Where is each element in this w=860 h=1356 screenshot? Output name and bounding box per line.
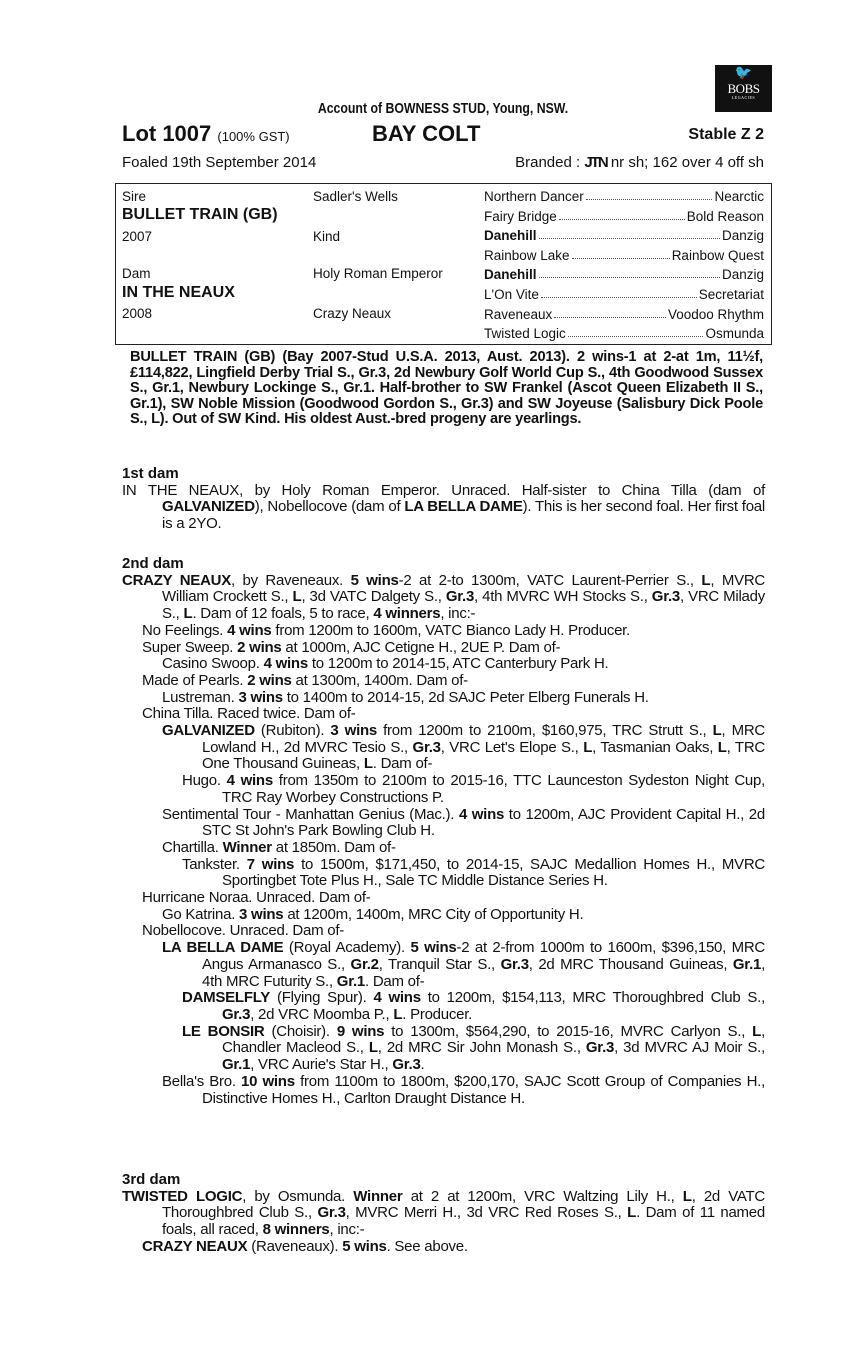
produce-entry	[122, 857, 765, 890]
entry-text: , MVRC William Crockett S.,	[162, 571, 765, 606]
entry-text: at 1200m, 1400m, MRC City of Opportunity H.	[283, 905, 584, 923]
entry-bold-text: 5 wins	[410, 939, 457, 957]
entry-bold-text: 5 wins	[342, 1237, 387, 1255]
entry-text: . Dam of 11 named foals, all raced,	[162, 1204, 765, 1239]
leader-dots	[539, 267, 720, 278]
produce-entry	[122, 573, 765, 623]
produce-entry	[122, 656, 765, 673]
produce-entry	[122, 990, 765, 1023]
entry-bold-text: Gr.3	[222, 1005, 251, 1023]
vendor-account: Account of BOWNESS STUD, Young, NSW.	[317, 100, 569, 117]
entry-text: Casino Swoop.	[162, 655, 264, 673]
entry-bold-text: 4 wins	[227, 621, 272, 639]
ancestor-row	[484, 267, 764, 282]
dam-section	[122, 556, 765, 1107]
entry-bold-text: CRAZY NEAUX	[142, 1237, 248, 1255]
entry-bold-text: 4 wins	[373, 989, 421, 1007]
ancestor-name: Raveneaux	[484, 306, 553, 322]
entry-bold-text: 5 wins	[350, 571, 399, 589]
entry-text: (Choisir).	[264, 1022, 337, 1040]
entry-text: .	[420, 1056, 425, 1074]
entry-text: , VRC Milady S.,	[162, 588, 765, 623]
produce-entry	[122, 1239, 765, 1256]
entry-text: at 2 at 1200m, VRC Waltzing Lily H.,	[402, 1187, 683, 1205]
entry-bold-text: 4 wins	[263, 655, 308, 673]
section-heading: 3rd dam	[122, 1171, 181, 1188]
entry-text: (Royal Academy).	[283, 939, 411, 957]
entry-bold-text: 2 wins	[237, 638, 282, 656]
entry-text: , inc:-	[329, 1221, 365, 1239]
produce-entry	[122, 690, 765, 707]
entry-bold-text: Gr.3	[392, 1056, 421, 1074]
dam-label: Dam	[122, 266, 151, 281]
entry-bold-text: 9 wins	[336, 1022, 385, 1040]
entry-bold-text: 3 wins	[239, 905, 284, 923]
entry-bold-text: L	[583, 738, 593, 756]
entry-text: , 3d VATC Dalgety S.,	[301, 588, 446, 606]
entry-text: , 2d MRC Sir John Monash S.,	[377, 1039, 586, 1057]
entry-bold-text: CRAZY NEAUX	[122, 571, 231, 589]
dam-sire: Holy Roman Emperor	[313, 266, 443, 281]
entry-bold-text: GALVANIZED	[162, 722, 255, 740]
ancestor-sire: Secretariat	[698, 287, 764, 302]
dam-year: 2008	[122, 306, 153, 321]
entry-text: from 1200m to 2100m, $160,975, TRC Strutt S.,	[377, 722, 713, 740]
entry-bold-text: 7 wins	[246, 855, 295, 873]
entry-bold-text: L	[393, 1005, 403, 1023]
entry-text: , 2d MRC Thousand Guineas,	[528, 955, 733, 973]
dam-section	[122, 466, 765, 533]
ancestor-sire: Danzig	[721, 228, 764, 244]
leader-dots	[572, 248, 670, 259]
entry-text: , 4th MRC Futurity S.,	[202, 955, 765, 990]
ancestor-name: Fairy Bridge	[484, 208, 557, 224]
ancestor-sire: Nearctic	[714, 189, 764, 204]
ancestor-name: Northern Dancer	[484, 189, 584, 204]
entry-text: to 1500m, $171,450, to 2014-15, SAJC Medallion Homes H., MVRC Sportingbet Tote Plus H., Sale TC Middle Distance Series H.	[222, 855, 765, 890]
entry-text: from 1200m to 1600m, VATC Bianco Lady H. Producer.	[271, 621, 631, 639]
logo-name: BOBS	[727, 81, 760, 96]
entry-bold-text: L	[368, 1039, 378, 1057]
entry-text: (Raveneaux).	[247, 1237, 343, 1255]
entry-text: . Producer.	[402, 1005, 473, 1023]
entry-text: Go Katrina.	[162, 905, 240, 923]
entry-bold-text: LE BONSIR	[182, 1022, 265, 1040]
entry-text: , by Osmunda.	[242, 1187, 354, 1205]
entry-text: at 1000m, AJC Cetigne H., 2UE P. Dam of-	[281, 638, 561, 656]
sire-name: BULLET TRAIN (GB)	[122, 206, 278, 223]
entry-text: , Tasmanian Oaks,	[592, 738, 718, 756]
brand-label: Branded :	[515, 154, 585, 171]
entry-text: -2 at 2-from 1000m to 1600m, $396,150, MRC Angus Armanasco S.,	[202, 939, 765, 973]
pedigree-table	[115, 183, 772, 345]
ancestor-row	[484, 307, 764, 322]
section-heading: 2nd dam	[122, 555, 184, 572]
sire-label: Sire	[122, 189, 147, 204]
dam-name: IN THE NEAUX	[122, 284, 235, 301]
entry-text: Hurricane Noraa. Unraced. Dam of-	[142, 889, 371, 907]
sire-dam: Kind	[313, 229, 341, 244]
ancestor-name: L'On Vite	[484, 287, 539, 302]
entry-text: , 2d VATC Thoroughbred Club S.,	[162, 1187, 765, 1222]
produce-entry	[122, 890, 765, 907]
entry-text: Nobellocove. Unraced. Dam of-	[142, 922, 345, 940]
entry-text: at 1300m, 1400m. Dam of-	[291, 671, 468, 689]
entry-bold-text: Gr.3	[317, 1204, 346, 1222]
ancestor-row	[484, 248, 764, 263]
produce-entry	[122, 1024, 765, 1074]
entry-text: , 4th MVRC WH Stocks S.,	[474, 588, 652, 606]
ancestor-row	[484, 326, 764, 341]
produce-entry	[122, 623, 765, 640]
entry-bold-text: Winner	[353, 1187, 403, 1205]
entry-bold-text: Gr.1	[222, 1056, 251, 1074]
entry-text: , MVRC Merri H., 3d VRC Red Roses S.,	[345, 1204, 628, 1222]
entry-bold-text: L	[717, 738, 727, 756]
entry-text: at 1850m. Dam of-	[271, 838, 396, 856]
leader-dots	[586, 189, 713, 200]
entry-bold-text: 3 wins	[330, 722, 377, 740]
entry-text: to 1200m, $154,113, MRC Thoroughbred Club S.,	[420, 989, 765, 1007]
entry-text: , VRC Aurie's Star H.,	[250, 1056, 393, 1074]
leader-dots	[539, 228, 720, 239]
ancestor-sire: Danzig	[721, 267, 764, 283]
entry-text: , Chandler Macleod S.,	[222, 1022, 765, 1057]
produce-entry	[122, 840, 765, 857]
entry-text: , by Raveneaux.	[231, 571, 351, 589]
ancestor-name: Danehill	[484, 267, 537, 283]
entry-bold-text: Gr.1	[336, 972, 365, 990]
entry-text: Chartilla.	[162, 838, 223, 856]
produce-entry	[122, 923, 765, 940]
ancestor-row	[484, 189, 764, 204]
entry-text: . Dam of 12 foals, 5 to race,	[192, 605, 374, 623]
ancestor-name: Rainbow Lake	[484, 247, 570, 263]
entry-text: from 1350m to 2100m to 2015-16, TTC Launceston Sydeston Night Cup, TRC Ray Worbey Constructions P.	[222, 772, 765, 806]
gst-note: (100% GST)	[217, 129, 290, 144]
entry-bold-text: TWISTED LOGIC	[122, 1187, 243, 1205]
entry-text: , 2d VRC Moomba P.,	[250, 1005, 394, 1023]
entry-bold-text: 4 wins	[458, 805, 505, 823]
ancestor-sire: Osmunda	[705, 326, 764, 342]
sire-year: 2007	[122, 229, 153, 244]
entry-bold-text: L	[292, 588, 302, 606]
ancestor-sire: Bold Reason	[686, 208, 764, 224]
entry-bold-text: 10 wins	[241, 1072, 295, 1090]
brand-mark: JTN	[584, 154, 607, 171]
produce-entry	[122, 640, 765, 657]
ancestor-row	[484, 287, 764, 302]
entry-text: , Tranquil Star S.,	[378, 955, 501, 973]
entry-bold-text: Gr.3	[585, 1039, 615, 1057]
produce-entry	[122, 673, 765, 690]
entry-text: Sentimental Tour - Manhattan Genius (Mac.).	[162, 805, 459, 823]
entry-text: . Dam of-	[364, 972, 425, 990]
entry-text: Made of Pearls.	[142, 671, 248, 689]
entry-bold-text: 3 wins	[238, 688, 283, 706]
ancestor-sire: Voodoo Rhythm	[667, 306, 764, 322]
produce-entry	[122, 773, 765, 806]
entry-bold-text: GALVANIZED	[162, 498, 255, 516]
entry-bold-text: 4 wins	[226, 772, 273, 790]
entry-text: Bella's Bro.	[162, 1072, 242, 1090]
entry-text: Hugo.	[182, 772, 227, 790]
leader-dots	[541, 287, 697, 298]
ancestor-row	[484, 228, 764, 243]
brand-info	[515, 154, 764, 171]
leader-dots	[568, 326, 704, 337]
leader-dots	[554, 307, 666, 318]
produce-entry	[122, 940, 765, 990]
entry-bold-text: Gr.3	[412, 738, 441, 756]
entry-bold-text: L	[627, 1204, 637, 1222]
produce-entry	[122, 907, 765, 924]
brand-detail: nr sh; 162 over 4 off sh	[606, 154, 764, 171]
ancestor-name: Twisted Logic	[484, 326, 566, 342]
entry-text: , inc:-	[440, 605, 476, 623]
entry-text: , VRC Let's Elope S.,	[440, 738, 584, 756]
entry-text: Lustreman.	[162, 688, 239, 706]
lot-number	[122, 121, 290, 147]
entry-bold-text: 8 winners	[262, 1221, 330, 1239]
stable-location: Stable Z 2	[688, 126, 764, 143]
entry-text: to 1200m to 2014-15, ATC Canterbury Park H.	[307, 655, 609, 673]
entry-text: to 1400m to 2014-15, 2d SAJC Peter Elberg Funerals H.	[282, 688, 649, 706]
entry-bold-text: 4 winners	[373, 605, 441, 623]
entry-bold-text: 2 wins	[247, 671, 292, 689]
logo-sub: LEGACIES	[731, 95, 756, 100]
entry-bold-text: LA BELLA DAME	[162, 939, 284, 957]
entry-bold-text: Gr.2	[350, 955, 379, 973]
lot-label: Lot 1007	[122, 121, 212, 146]
entry-text: China Tilla. Raced twice. Dam of-	[142, 705, 356, 723]
ancestor-sire: Rainbow Quest	[671, 247, 764, 263]
entry-text: ), Nobellocove (dam of	[254, 498, 405, 516]
entry-bold-text: DAMSELFLY	[182, 989, 271, 1007]
sire-sire: Sadler's Wells	[313, 189, 398, 204]
entry-bold-text: Gr.3	[445, 588, 475, 606]
entry-bold-text: L	[752, 1022, 762, 1040]
ancestor-name: Danehill	[484, 228, 537, 244]
foaled-date: Foaled 19th September 2014	[122, 154, 317, 171]
entry-text: Tankster.	[182, 855, 247, 873]
produce-entry	[122, 483, 765, 533]
entry-text: No Feelings.	[142, 621, 228, 639]
produce-entry	[122, 706, 765, 723]
entry-text: , MRC Lowland H., 2d MVRC Tesio S.,	[202, 722, 765, 756]
entry-bold-text: L	[183, 605, 193, 623]
entry-bold-text: Gr.1	[732, 955, 762, 973]
entry-text: IN THE NEAUX, by Holy Roman Emperor. Unraced. Half-sister to China Tilla (dam of	[122, 481, 765, 499]
entry-bold-text: L	[363, 755, 373, 773]
entry-text: , 3d MVRC AJ Moir S.,	[614, 1039, 766, 1057]
horse-title: BAY COLT	[372, 121, 481, 146]
bird-icon: 🐦	[734, 66, 753, 81]
entry-text: . See above.	[386, 1237, 468, 1255]
produce-entry	[122, 1074, 765, 1107]
dam-dam: Crazy Neaux	[313, 306, 392, 321]
entry-bold-text: LA BELLA DAME	[404, 498, 523, 516]
dam-section	[122, 1172, 765, 1256]
entry-text: to 1200m, AJC Provident Capital H., 2d STC St John's Park Bowling Club H.	[202, 805, 765, 840]
entry-bold-text: Gr.3	[500, 955, 529, 973]
entry-bold-text: L	[701, 571, 711, 589]
produce-entry	[122, 807, 765, 840]
entry-text: . Dam of-	[372, 755, 433, 773]
entry-bold-text: Winner	[222, 838, 272, 856]
section-heading: 1st dam	[122, 465, 179, 482]
entry-text: , TRC One Thousand Guineas,	[202, 738, 765, 773]
entry-bold-text: L	[682, 1187, 692, 1205]
entry-text: Super Sweep.	[142, 638, 238, 656]
ancestor-row	[484, 209, 764, 224]
entry-text: ). This is her second foal. Her first foal is a 2YO.	[162, 498, 765, 533]
produce-entry	[122, 723, 765, 773]
entry-text: from 1100m to 1800m, $200,170, SAJC Scott Group of Companies H., Distinctive Homes H., Carlton Draught Distance H.	[202, 1072, 765, 1107]
entry-text: -2 at 2-to 1300m, VATC Laurent-Perrier S.,	[398, 571, 702, 589]
entry-text: (Rubiton).	[254, 722, 331, 740]
produce-entry	[122, 1189, 765, 1239]
sire-summary: BULLET TRAIN (GB) (Bay 2007-Stud U.S.A. 2013, Aust. 2013). 2 wins-1 at 2-at 1m, 11½f, £114,822, Lingfield Derby Trial S., Gr.3, 2d Newbury Golf World Cup S., 4th Goodwood Sussex S., Gr.1, Newbury Lockinge S., Gr.1. Half-brother to SW Frankel (Ascot Queen Elizabeth II S., Gr.1), SW Noble Mission (Goodwood Gordon S., Gr.3) and SW Joyeuse (Salisbury Dick Poole S., L). Out of SW Kind. His oldest Aust.-bred progeny are yearlings.	[130, 349, 763, 427]
leader-dots	[559, 209, 685, 220]
entry-bold-text: Gr.3	[651, 588, 680, 606]
entry-bold-text: L	[712, 722, 722, 740]
entry-text: (Flying Spur).	[270, 989, 374, 1007]
entry-text: to 1300m, $564,290, to 2015-16, MVRC Carlyon S.,	[384, 1022, 753, 1040]
